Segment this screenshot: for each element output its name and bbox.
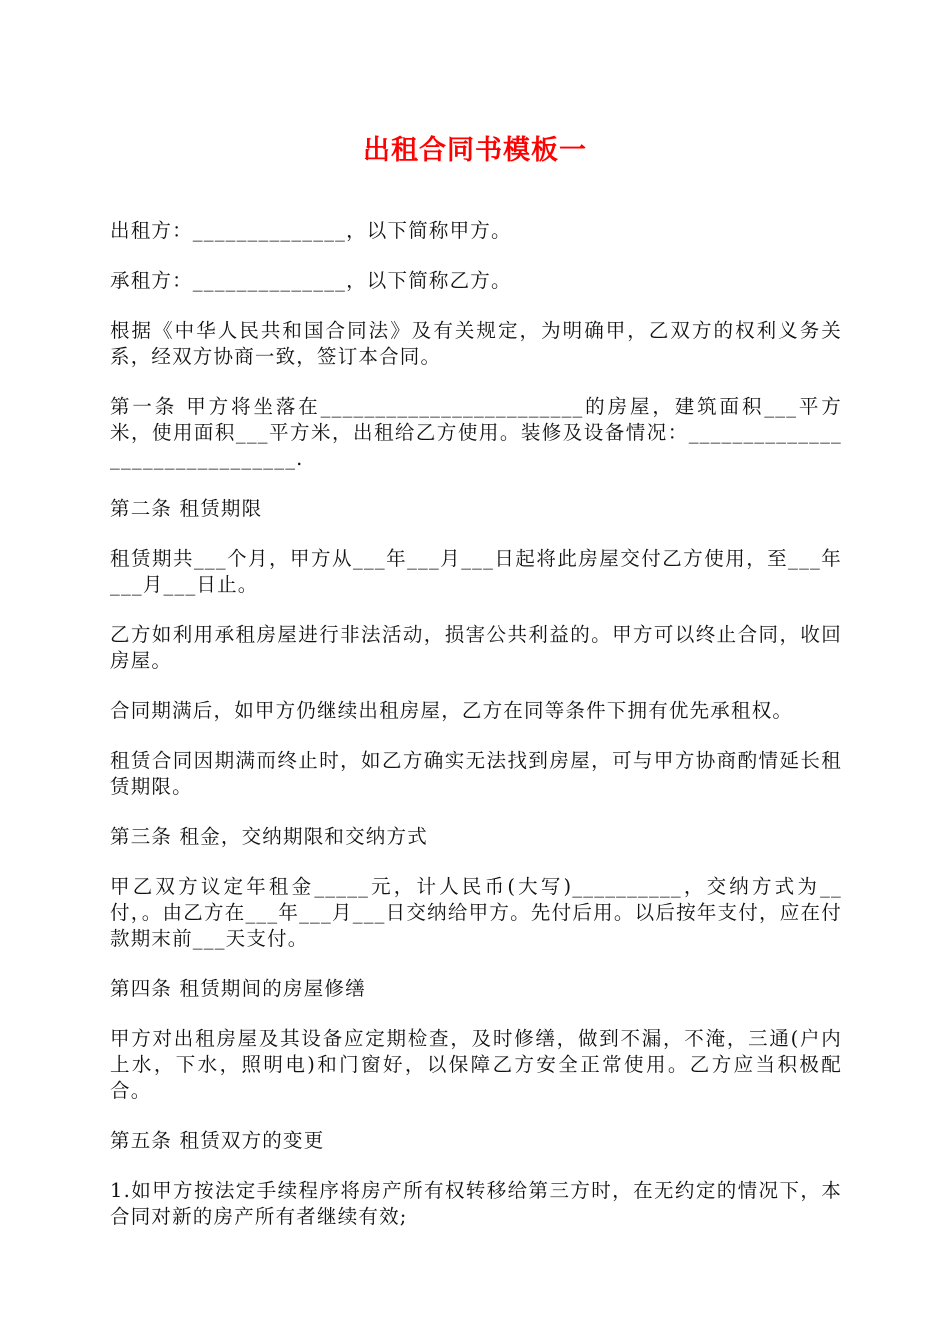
paragraph-lease-term: 租赁期共___个月，甲方从___年___月___日起将此房屋交付乙方使用，至___年___月___日止。 [110, 547, 842, 596]
paragraph-preamble: 根据《中华人民共和国合同法》及有关规定，为明确甲，乙双方的权利义务关系，经双方协商一致，签订本合同。 [110, 319, 842, 368]
paragraph-article-1: 第一条 甲方将坐落在________________________的房屋，建筑面积___平方米，使用面积___平方米，出租给乙方使用。装修及设备情况：_______________________________. [110, 395, 842, 470]
heading-article-2: 第二条 租赁期限 [110, 497, 263, 520]
paragraph-lessee: 承租方：______________，以下简称乙方。 [110, 269, 512, 292]
paragraph-repairs: 甲方对出租房屋及其设备应定期检查，及时修缮，做到不漏，不淹，三通(户内上水，下水，照明电)和门窗好，以保障乙方安全正常使用。乙方应当积极配合。 [110, 1027, 842, 1102]
paragraph-extension: 租赁合同因期满而终止时，如乙方确实无法找到房屋，可与甲方协商酌情延长租赁期限。 [110, 749, 842, 798]
paragraph-illegal-use: 乙方如利用承租房屋进行非法活动，损害公共利益的。甲方可以终止合同，收回房屋。 [110, 623, 842, 672]
paragraph-rent: 甲乙双方议定年租金_____元，计人民币(大写)__________，交纳方式为__付，。由乙方在___年___月___日交纳给甲方。先付后用。以后按年支付，应在付款期末前___天支付。 [110, 875, 842, 950]
heading-article-5: 第五条 租赁双方的变更 [110, 1129, 325, 1152]
document-title: 出租合同书模板一 [363, 135, 587, 166]
heading-article-4: 第四条 租赁期间的房屋修缮 [110, 977, 366, 1000]
heading-article-3: 第三条 租金，交纳期限和交纳方式 [110, 825, 428, 848]
paragraph-lessor: 出租方：______________，以下简称甲方。 [110, 219, 512, 242]
document-body [110, 218, 842, 1254]
paragraph-ownership-transfer: 1.如甲方按法定手续程序将房产所有权转移给第三方时，在无约定的情况下，本合同对新的房产所有者继续有效; [110, 1179, 842, 1228]
paragraph-priority-renewal: 合同期满后，如甲方仍继续出租房屋，乙方在同等条件下拥有优先承租权。 [110, 699, 794, 722]
